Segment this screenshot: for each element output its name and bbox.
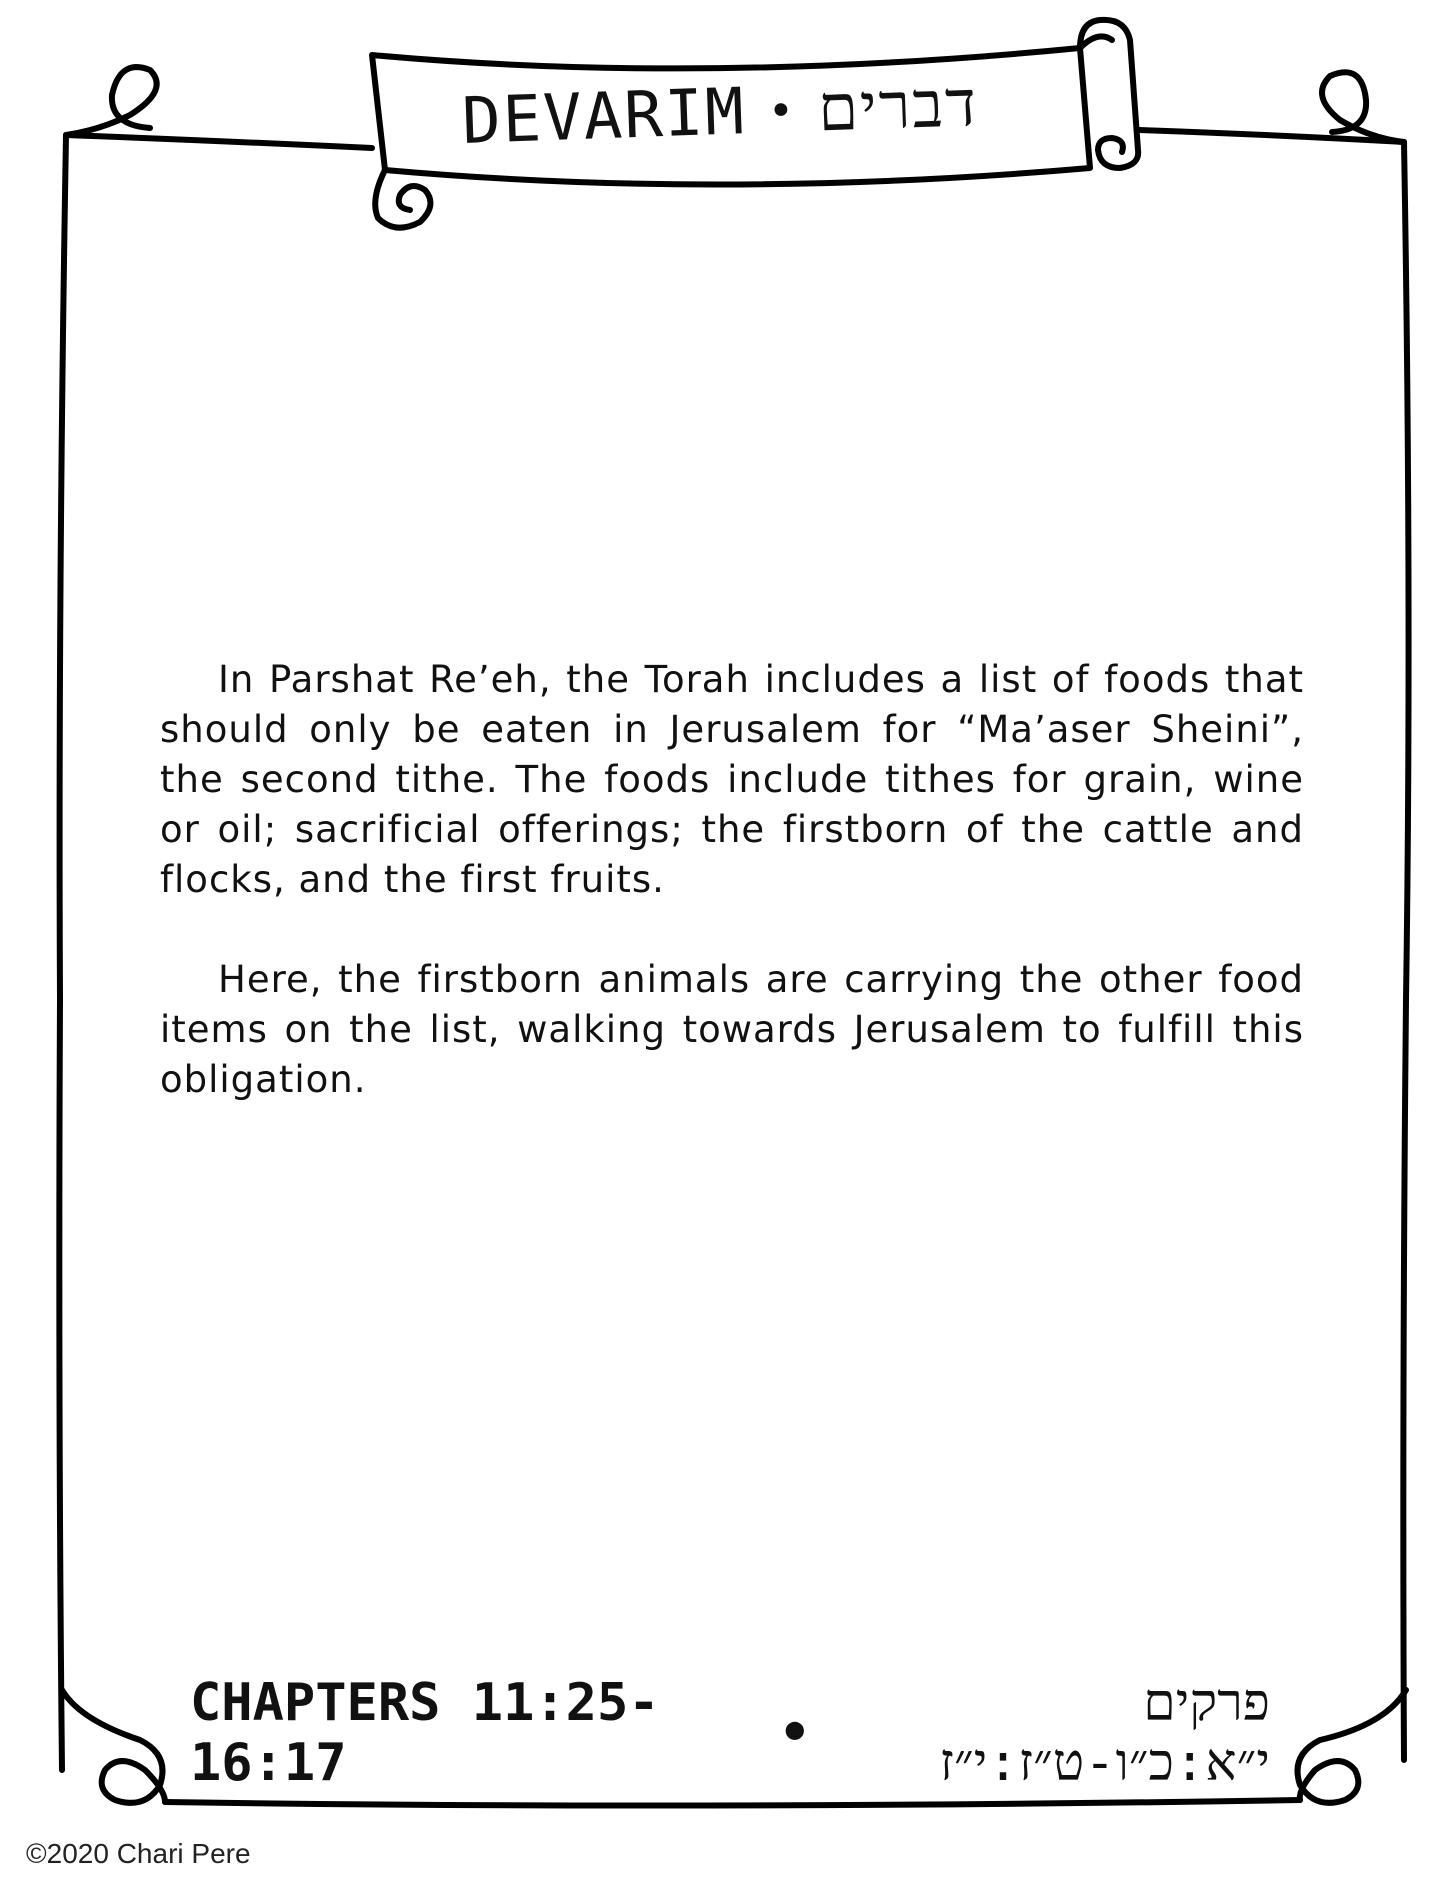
page-title [393,47,1046,180]
bottom-right-curl-icon [1298,1690,1407,1803]
bottom-left-curl-icon [62,1690,165,1803]
chapters-hebrew: פרקים י״א:כ״ו-ט״ז:י״ז [939,1673,1270,1793]
top-left-curl-icon [66,67,157,135]
chapters-english: CHAPTERS 11:25-16:17 [190,1673,660,1793]
copyright-notice: ©2020 Chari Pere [26,1838,251,1869]
left-border-line [59,135,66,1770]
bottom-border-line [165,1800,1300,1806]
chapters-separator: • [779,1703,811,1763]
title-separator: • [766,84,798,137]
paragraph-2: Here, the firstborn animals are carrying the other food items on the list, walking towards Jerusalem to fulfill this obligation. [160,958,1304,1101]
top-left-border-line [66,135,372,148]
body-text [160,655,1304,1155]
top-right-curl-icon [1322,72,1404,142]
right-border-line [1403,142,1408,1760]
title-hebrew: דברים [816,67,980,147]
paragraph-1: In Parshat Re’eh, the Torah includes a list of foods that should only be eaten in Jerusalem for “Ma’aser Sheini”, the second tithe. The foods include tithes for grain, wine or oil; sacrificial offerings; the firstborn of the cattle and flocks, and the first fruits. [160,658,1304,901]
title-english: DEVARIM [460,75,747,159]
chapters-footer [190,1673,1270,1793]
